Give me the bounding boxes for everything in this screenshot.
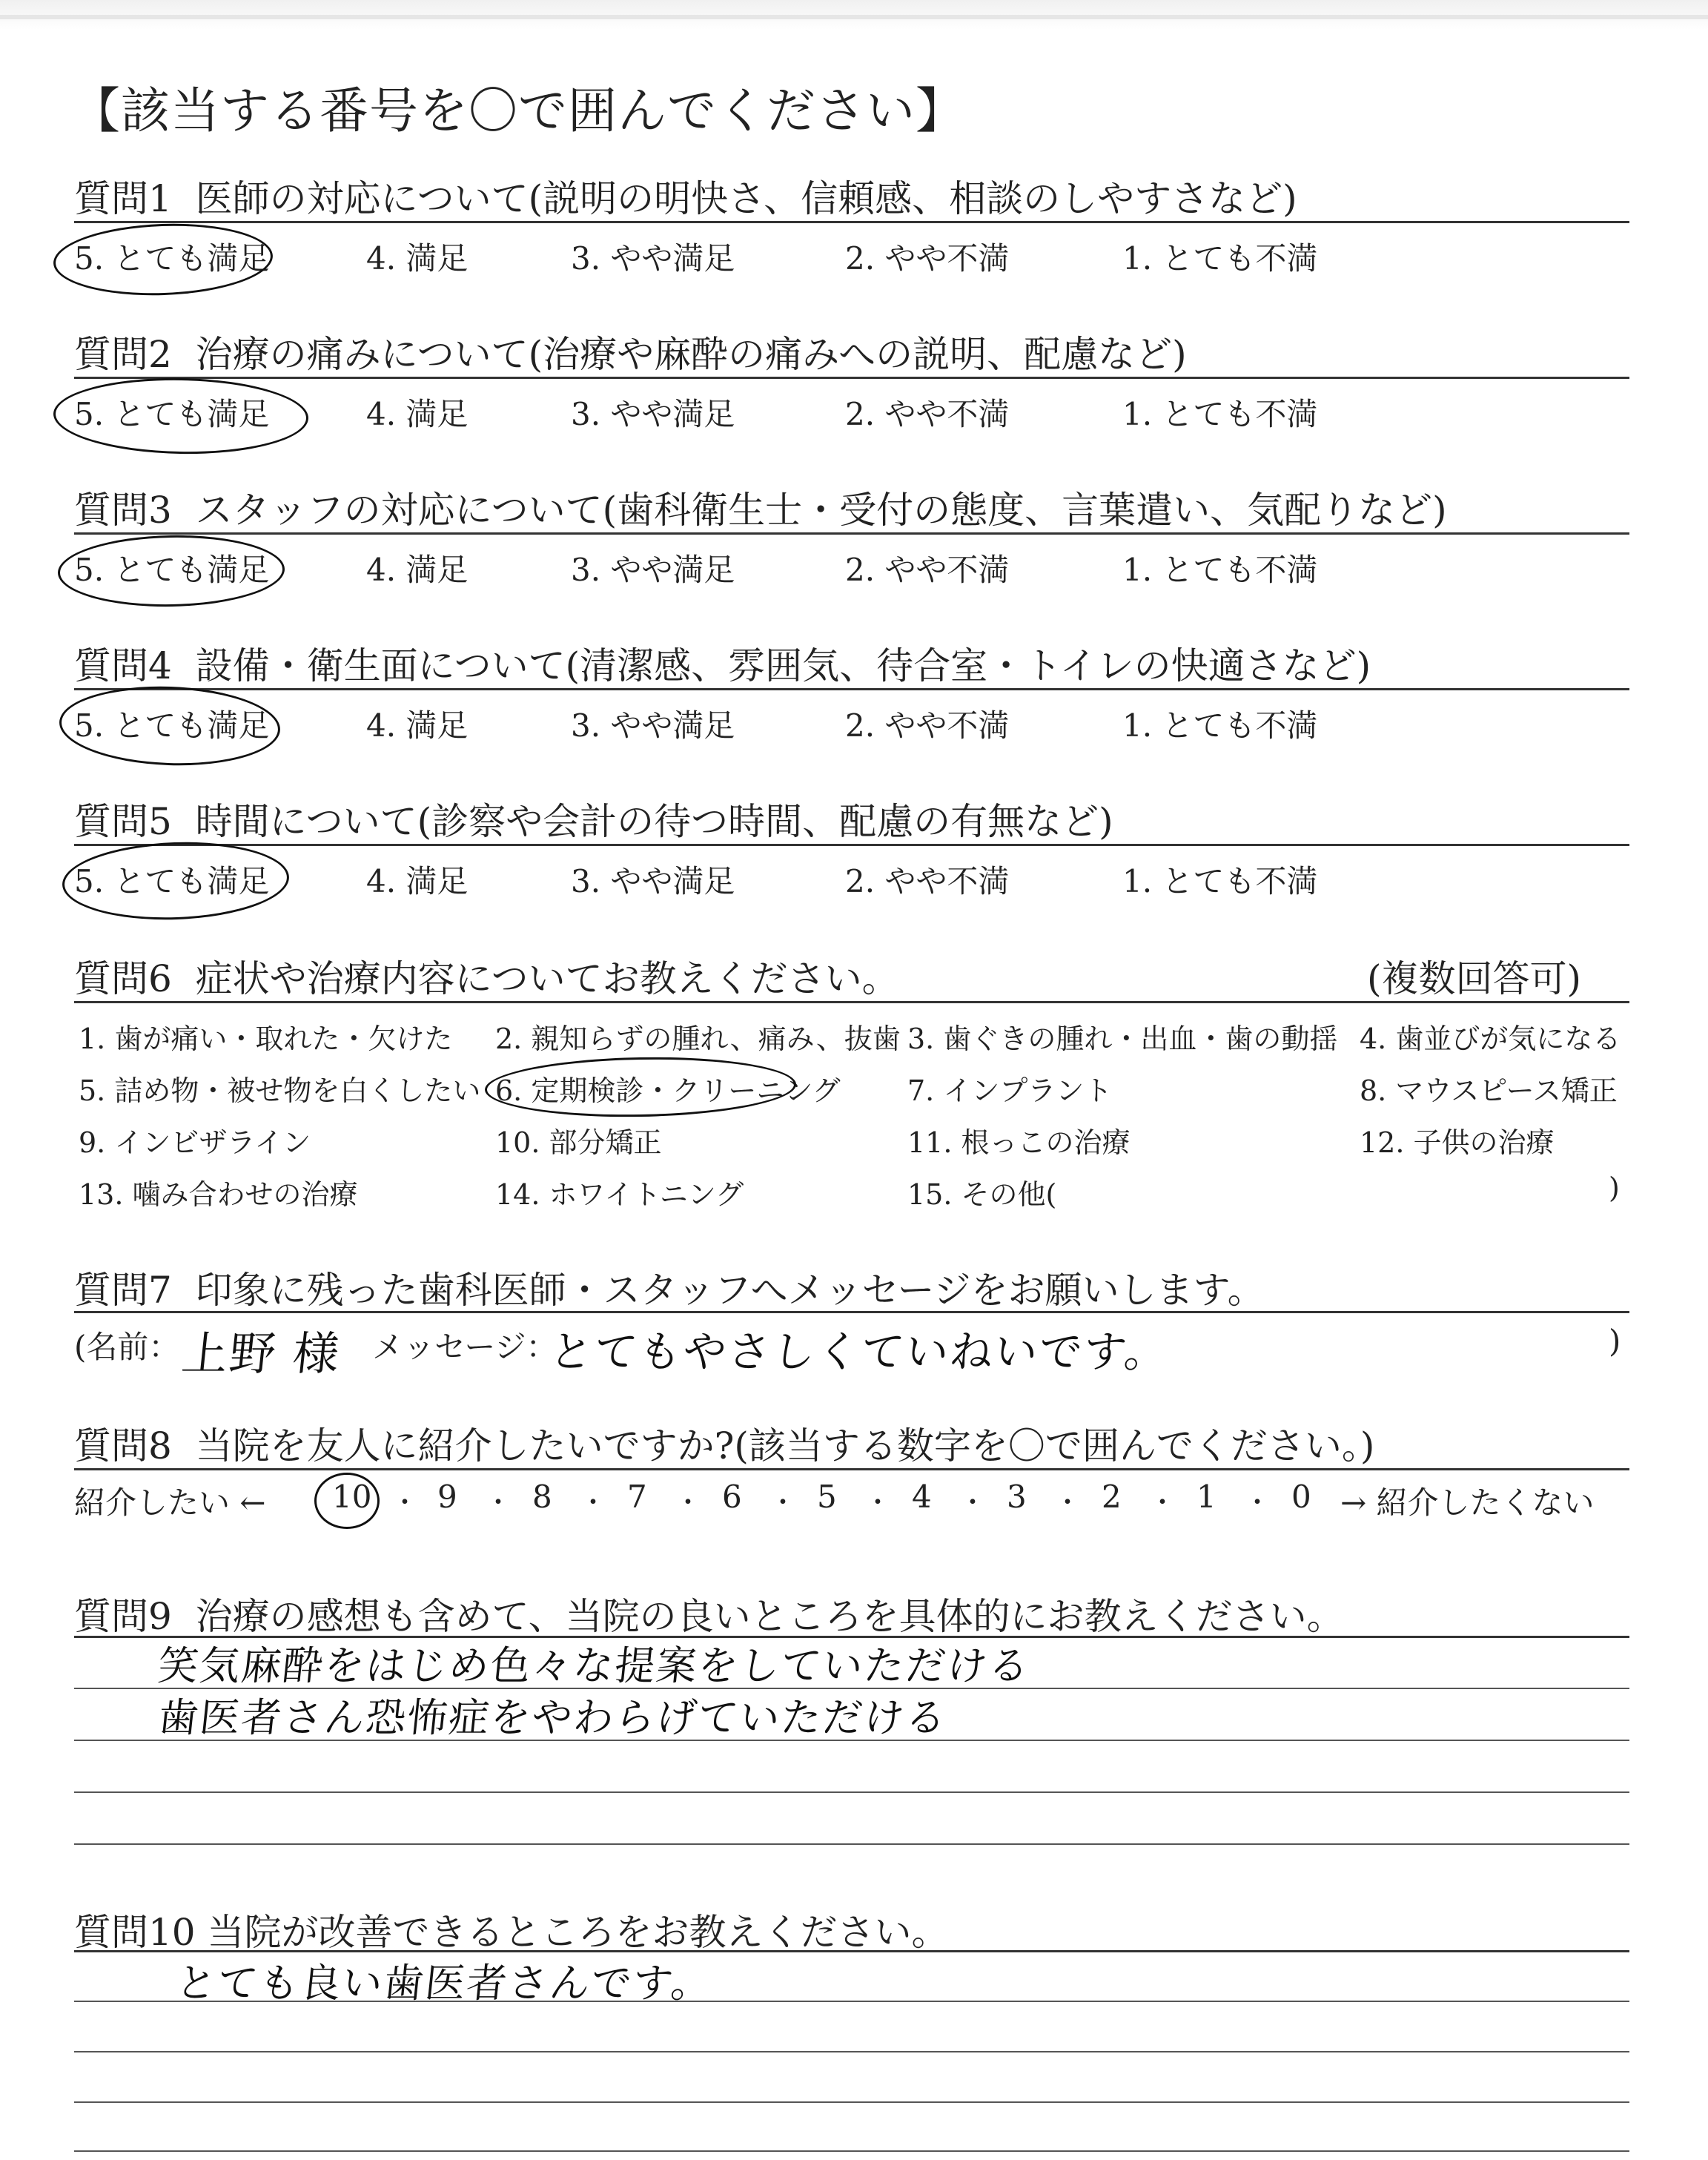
question-5-title: 時間について(診察や会計の待つ時間、配慮の有無など) — [195, 800, 1113, 843]
question-6-title: 症状や治療内容についてお教えください。 — [195, 957, 899, 1000]
question-2-label: 質問2 — [74, 333, 172, 376]
q1-option-1[interactable]: 1. とても不満 — [1122, 240, 1318, 277]
q4-selection-circle — [58, 683, 282, 769]
q7-message-label: メッセージ： — [372, 1329, 557, 1365]
q6-option-15[interactable]: 15. その他( — [907, 1178, 1057, 1211]
question-2-title: 治療の痛みについて(治療や麻酔の痛みへの説明、配慮など) — [195, 333, 1187, 376]
form-title: 【該当する番号を〇で囲んでください】 — [71, 82, 965, 139]
question-5-rule — [74, 844, 1629, 846]
q6-option-3[interactable]: 3. 歯ぐきの腫れ・出血・歯の動揺 — [907, 1023, 1338, 1055]
question-4-header — [74, 636, 1371, 690]
q6-option-14[interactable]: 14. ホワイトニング — [495, 1178, 744, 1211]
q10-answer-line-3 — [74, 2051, 1629, 2052]
q8-dot-8: ・ — [1054, 1487, 1082, 1518]
q8-score-2[interactable]: 2 — [1102, 1479, 1122, 1515]
question-1-rule — [74, 221, 1629, 223]
q1-option-5[interactable]: 5. とても満足 — [74, 240, 270, 277]
question-4-rule — [74, 688, 1629, 690]
question-3-label: 質問3 — [74, 489, 172, 532]
q3-option-4[interactable]: 4. 満足 — [366, 552, 469, 588]
q6-option-12[interactable]: 12. 子供の治療 — [1360, 1126, 1555, 1159]
question-8-title: 当院を友人に紹介したいですか?(該当する数字を〇で囲んでください。) — [195, 1424, 1375, 1467]
question-1-label: 質問1 — [74, 177, 172, 220]
q9-answer-line-5 — [74, 1843, 1629, 1845]
q4-option-3[interactable]: 3. やや満足 — [571, 707, 735, 744]
question-10-title: 当院が改善できるところをお教えください。 — [207, 1911, 949, 1954]
q6-option-7[interactable]: 7. インプラント — [907, 1074, 1113, 1107]
q8-score-3[interactable]: 3 — [1007, 1479, 1027, 1515]
q8-score-4[interactable]: 4 — [912, 1479, 932, 1515]
question-5-header — [74, 792, 1113, 845]
scan-streak — [0, 15, 1708, 19]
q2-option-1[interactable]: 1. とても不満 — [1122, 396, 1318, 432]
q8-score-10[interactable]: 10 — [332, 1479, 372, 1515]
q2-selection-circle — [53, 376, 309, 456]
question-7-header — [74, 1261, 1265, 1314]
q5-option-5[interactable]: 5. とても満足 — [74, 863, 270, 899]
question-10-header — [74, 1903, 949, 1956]
question-3-title: スタッフの対応について(歯科衛生士・受付の態度、言葉遣い、気配りなど) — [195, 489, 1447, 532]
question-7-title: 印象に残った歯科医師・スタッフへメッセージをお願いします。 — [195, 1269, 1265, 1312]
q8-score-1[interactable]: 1 — [1196, 1479, 1217, 1515]
q8-dot-7: ・ — [959, 1487, 987, 1518]
q4-option-1[interactable]: 1. とても不満 — [1122, 707, 1318, 744]
q4-option-5[interactable]: 5. とても満足 — [74, 707, 270, 744]
q3-option-3[interactable]: 3. やや満足 — [571, 552, 735, 588]
q3-option-1[interactable]: 1. とても不満 — [1122, 552, 1318, 588]
q6-option-9[interactable]: 9. インビザライン — [79, 1126, 311, 1159]
question-6-note: (複数回答可) — [1367, 957, 1582, 1000]
q8-dot-10: ・ — [1244, 1487, 1271, 1518]
q6-option-2[interactable]: 2. 親知らずの腫れ、痛み、抜歯 — [495, 1023, 901, 1055]
question-1-header — [74, 169, 1297, 222]
q2-option-2[interactable]: 2. やや不満 — [845, 396, 1010, 432]
question-2-header — [74, 325, 1187, 378]
q1-selection-circle — [52, 220, 274, 299]
q8-left-label: 紹介したい ← — [74, 1484, 266, 1521]
q9-answer-text-1[interactable]: 笑気麻酔をはじめ色々な提案をしていただける — [156, 1642, 1033, 1689]
q1-option-3[interactable]: 3. やや満足 — [571, 240, 735, 277]
question-6-header — [74, 949, 899, 1003]
q3-selection-circle — [57, 533, 285, 608]
q4-option-4[interactable]: 4. 満足 — [366, 707, 469, 744]
question-6-rule — [74, 1001, 1629, 1003]
question-2-rule — [74, 377, 1629, 379]
q4-option-2[interactable]: 2. やや不満 — [845, 707, 1010, 744]
q3-option-5[interactable]: 5. とても満足 — [74, 552, 270, 588]
q6-option-1[interactable]: 1. 歯が痛い・取れた・欠けた — [79, 1023, 453, 1055]
q6-option-6[interactable]: 6. 定期検診・クリーニング — [495, 1074, 841, 1107]
q7-message-value[interactable]: とてもやさしくていねいです。 — [546, 1327, 1172, 1377]
question-1-title: 医師の対応について(説明の明快さ、信頼感、相談のしやすさなど) — [195, 177, 1297, 220]
q5-option-4[interactable]: 4. 満足 — [366, 863, 469, 899]
q8-score-5[interactable]: 5 — [817, 1479, 837, 1515]
q8-dot-9: ・ — [1149, 1487, 1176, 1518]
question-7-rule — [74, 1311, 1629, 1313]
q2-option-4[interactable]: 4. 満足 — [366, 396, 469, 432]
question-9-header — [74, 1587, 1344, 1640]
question-6-label: 質問6 — [74, 957, 172, 1000]
q5-option-2[interactable]: 2. やや不満 — [845, 863, 1010, 899]
q8-right-label: → 紹介したくない — [1340, 1484, 1595, 1521]
q3-option-2[interactable]: 2. やや不満 — [845, 552, 1010, 588]
q8-dot-3: ・ — [580, 1487, 607, 1518]
question-9-label: 質問9 — [74, 1595, 172, 1638]
q8-selection-circle — [314, 1473, 380, 1529]
q5-option-1[interactable]: 1. とても不満 — [1122, 863, 1318, 899]
q6-option-10[interactable]: 10. 部分矯正 — [495, 1126, 662, 1159]
q8-score-7[interactable]: 7 — [627, 1479, 647, 1515]
q5-selection-circle — [61, 839, 290, 924]
q8-dot-6: ・ — [864, 1487, 892, 1518]
question-4-label: 質問4 — [74, 644, 172, 687]
question-7-label: 質問7 — [74, 1269, 172, 1312]
question-4-title: 設備・衛生面について(清潔感、雰囲気、待合室・トイレの快適さなど) — [195, 644, 1371, 687]
question-5-label: 質問5 — [74, 800, 172, 843]
q8-score-0[interactable]: 0 — [1291, 1479, 1311, 1515]
q2-option-5[interactable]: 5. とても満足 — [74, 396, 270, 432]
q1-option-2[interactable]: 2. やや不満 — [845, 240, 1010, 277]
q9-answer-line-4 — [74, 1791, 1629, 1793]
q8-dot-1: ・ — [391, 1487, 419, 1518]
question-3-rule — [74, 532, 1629, 535]
q6-option-15-close: ) — [1609, 1172, 1620, 1204]
q8-score-8[interactable]: 8 — [532, 1479, 552, 1515]
q6-option-13[interactable]: 13. 噛み合わせの治療 — [79, 1178, 358, 1211]
q6-option-5[interactable]: 5. 詰め物・被せ物を白くしたい — [79, 1074, 481, 1107]
q10-answer-text-1[interactable]: とても良い歯医者さんです。 — [173, 1960, 715, 2007]
q6-option-8[interactable]: 8. マウスピース矯正 — [1360, 1074, 1618, 1107]
q6-selection-circle — [484, 1054, 796, 1119]
question-8-label: 質問8 — [74, 1424, 172, 1467]
q7-name-value[interactable]: 上野 様 — [179, 1327, 344, 1381]
q10-answer-line-5 — [74, 2150, 1629, 2152]
question-9-title: 治療の感想も含めて、当院の良いところを具体的にお教えください。 — [195, 1595, 1344, 1638]
q8-dot-2: ・ — [485, 1487, 512, 1518]
q5-option-3[interactable]: 3. やや満足 — [571, 863, 735, 899]
question-10-label: 質問10 — [74, 1911, 196, 1954]
q6-option-11[interactable]: 11. 根っこの治療 — [907, 1126, 1131, 1159]
q8-score-9[interactable]: 9 — [437, 1479, 457, 1515]
q6-option-4[interactable]: 4. 歯並びが気になる — [1360, 1023, 1621, 1055]
q8-dot-4: ・ — [675, 1487, 702, 1518]
q9-answer-text-2[interactable]: 歯医者さん恐怖症をやわらげていただける — [156, 1694, 950, 1741]
q10-answer-line-4 — [74, 2101, 1629, 2103]
question-3-header — [74, 480, 1447, 534]
q1-option-4[interactable]: 4. 満足 — [366, 240, 469, 277]
question-8-rule — [74, 1468, 1629, 1470]
q8-dot-5: ・ — [769, 1487, 797, 1518]
question-8-header — [74, 1416, 1374, 1470]
q8-score-6[interactable]: 6 — [722, 1479, 742, 1515]
q2-option-3[interactable]: 3. やや満足 — [571, 396, 735, 432]
q7-close-paren: ) — [1609, 1323, 1621, 1359]
q7-name-label: (名前： — [74, 1329, 180, 1365]
